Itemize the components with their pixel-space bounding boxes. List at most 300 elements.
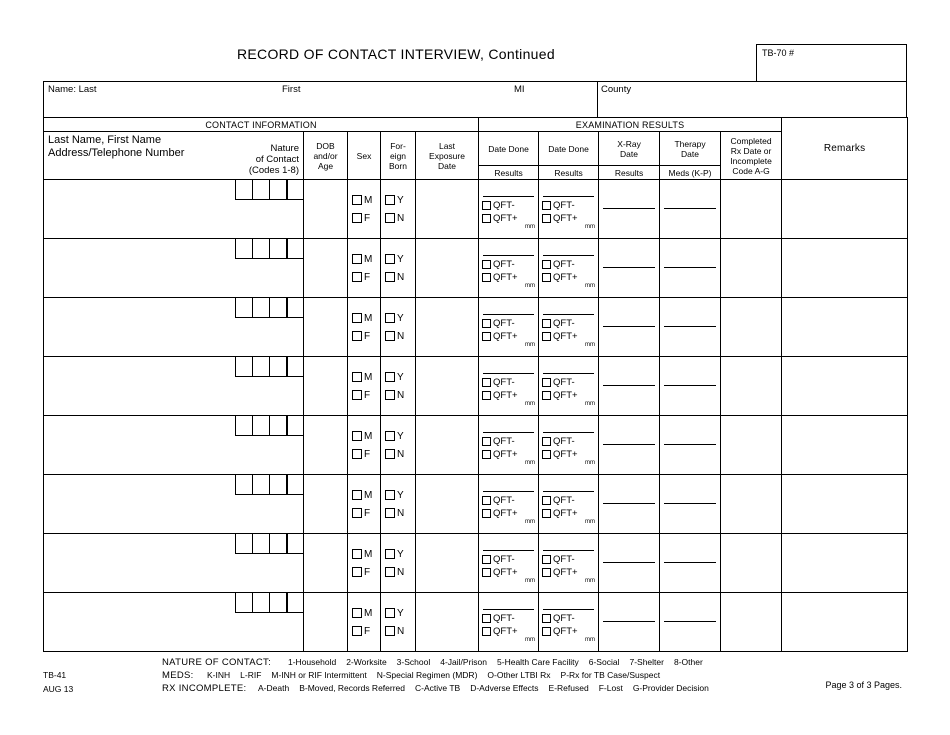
table-row <box>44 357 908 416</box>
date-done-line[interactable] <box>543 373 594 374</box>
checkbox-box-icon <box>385 313 395 323</box>
therapy-line <box>664 562 716 563</box>
date-done-line[interactable] <box>543 609 594 610</box>
xray-date-cell[interactable] <box>599 180 660 239</box>
qft-neg-checkbox[interactable] <box>542 554 575 565</box>
completed-rx-cell[interactable] <box>721 416 782 475</box>
completed-rx-cell[interactable] <box>721 357 782 416</box>
exam-result-2[interactable] <box>539 357 599 416</box>
checkbox-box-icon <box>385 272 395 282</box>
completed-rx-cell[interactable] <box>721 534 782 593</box>
qft-neg-label: QFT- <box>553 200 575 211</box>
contact-name-address-cell[interactable] <box>44 416 304 475</box>
qft-pos-checkbox[interactable] <box>542 508 578 519</box>
date-done-line[interactable] <box>483 432 534 433</box>
table-row <box>44 534 908 593</box>
exam-result-2[interactable] <box>539 593 599 652</box>
date-done-line[interactable] <box>543 550 594 551</box>
qft-neg-checkbox[interactable] <box>542 377 575 388</box>
completed-rx-header <box>721 132 782 180</box>
checkbox-box-icon <box>352 313 362 323</box>
mm-unit: mm <box>585 578 596 584</box>
sex-male-checkbox[interactable] <box>352 608 372 619</box>
legend-rx <box>162 682 719 695</box>
exposure-date-cell[interactable] <box>416 239 479 298</box>
sex-female-checkbox[interactable] <box>352 213 370 224</box>
qft-neg-checkbox[interactable] <box>542 495 575 506</box>
exam-result-2[interactable] <box>539 239 599 298</box>
foreign-no-checkbox[interactable] <box>385 272 404 283</box>
qft-pos-checkbox[interactable] <box>482 213 518 224</box>
mm-unit: mm <box>525 224 536 230</box>
exam-result-1[interactable] <box>479 239 539 298</box>
sex-female-checkbox[interactable] <box>352 272 370 283</box>
checkbox-box-icon <box>352 195 362 205</box>
checkbox-box-icon <box>482 614 491 623</box>
nature-code-boxes[interactable] <box>235 416 303 436</box>
exam-result-1[interactable] <box>479 357 539 416</box>
sex-male-checkbox[interactable] <box>352 549 372 560</box>
qft-neg-checkbox[interactable] <box>542 436 575 447</box>
sex-male-label: M <box>364 548 373 560</box>
nature-item: 4-Jail/Prison <box>440 657 488 667</box>
exam-result-2[interactable] <box>539 475 599 534</box>
qft-pos-checkbox[interactable] <box>542 213 578 224</box>
remarks-cell[interactable] <box>782 357 908 416</box>
qft-pos-checkbox[interactable] <box>482 390 518 401</box>
results-3-header: Results <box>599 166 660 180</box>
qft-neg-label: QFT- <box>493 377 515 388</box>
name-first-field[interactable]: First <box>282 84 301 95</box>
foreign-yes-label: Y <box>397 253 404 265</box>
sex-male-label: M <box>364 607 373 619</box>
exposure-date-cell[interactable] <box>416 534 479 593</box>
foreign-no-checkbox[interactable] <box>385 626 404 637</box>
exam-result-2[interactable] <box>539 298 599 357</box>
dob-cell[interactable] <box>304 357 348 416</box>
remarks-cell[interactable] <box>782 180 908 239</box>
checkbox-box-icon <box>482 273 491 282</box>
xray-date-cell[interactable] <box>599 298 660 357</box>
foreign-yes-label: Y <box>397 489 404 501</box>
contact-name-address-cell[interactable] <box>44 239 304 298</box>
exposure-header-line1: Last <box>438 140 456 151</box>
checkbox-box-icon <box>482 509 491 518</box>
mm-unit: mm <box>585 519 596 525</box>
nature-code-boxes[interactable] <box>235 475 303 495</box>
foreign-yes-checkbox[interactable] <box>385 254 404 265</box>
qft-pos-label: QFT+ <box>553 390 578 401</box>
qft-neg-label: QFT- <box>493 200 515 211</box>
qft-pos-label: QFT+ <box>553 449 578 460</box>
date-done-1-header: Date Done <box>479 132 539 166</box>
qft-pos-checkbox[interactable] <box>542 390 578 401</box>
exam-results-header: EXAMINATION RESULTS <box>479 118 782 132</box>
checkbox-box-icon <box>352 372 362 382</box>
completed-rx-cell[interactable] <box>721 180 782 239</box>
dob-cell[interactable] <box>304 239 348 298</box>
xray-line <box>603 208 655 209</box>
nature-item: 5-Health Care Facility <box>497 657 579 667</box>
nature-label: NATURE OF CONTACT: <box>162 657 272 668</box>
dob-cell[interactable] <box>304 593 348 652</box>
sex-male-checkbox[interactable] <box>352 490 372 501</box>
nature-code-boxes[interactable] <box>235 593 303 613</box>
therapy-date-cell[interactable] <box>660 298 721 357</box>
foreign-yes-checkbox[interactable] <box>385 195 404 206</box>
exam-result-1[interactable] <box>479 593 539 652</box>
nature-item: 7-Shelter <box>629 657 664 667</box>
nature-item: 1-Household <box>288 657 337 667</box>
exposure-header-line3: Date <box>438 160 456 171</box>
foreign-no-checkbox[interactable] <box>385 390 404 401</box>
exam-result-1[interactable] <box>479 180 539 239</box>
dob-cell[interactable] <box>304 475 348 534</box>
rx-item: F-Lost <box>598 683 623 693</box>
checkbox-box-icon <box>542 332 551 341</box>
dob-cell[interactable] <box>304 298 348 357</box>
foreign-yes-checkbox[interactable] <box>385 490 404 501</box>
xray-date-cell[interactable] <box>599 593 660 652</box>
rx-item: A-Death <box>258 683 290 693</box>
foreign-no-checkbox[interactable] <box>385 449 404 460</box>
foreign-yes-checkbox[interactable] <box>385 372 404 383</box>
exam-result-1[interactable] <box>479 534 539 593</box>
qft-pos-label: QFT+ <box>553 567 578 578</box>
date-done-line[interactable] <box>483 491 534 492</box>
mm-unit: mm <box>585 224 596 230</box>
nature-code-boxes[interactable] <box>235 357 303 377</box>
completed-rx-cell[interactable] <box>721 475 782 534</box>
therapy-date-cell[interactable] <box>660 357 721 416</box>
sex-female-checkbox[interactable] <box>352 449 370 460</box>
qft-pos-checkbox[interactable] <box>542 449 578 460</box>
qft-neg-checkbox[interactable] <box>482 554 515 565</box>
therapy-date-cell[interactable] <box>660 475 721 534</box>
xray-date-cell[interactable] <box>599 416 660 475</box>
foreign-born-cell <box>381 475 416 534</box>
exposure-date-cell[interactable] <box>416 180 479 239</box>
qft-neg-checkbox[interactable] <box>482 495 515 506</box>
mm-unit: mm <box>525 578 536 584</box>
qft-neg-checkbox[interactable] <box>482 377 515 388</box>
checkbox-box-icon <box>542 391 551 400</box>
qft-neg-checkbox[interactable] <box>482 200 515 211</box>
qft-neg-label: QFT- <box>553 377 575 388</box>
sex-male-label: M <box>364 253 373 265</box>
date-done-line[interactable] <box>483 609 534 610</box>
qft-pos-checkbox[interactable] <box>542 272 578 283</box>
foreign-header-line1: For- <box>390 140 406 151</box>
contact-name-address-cell[interactable] <box>44 298 304 357</box>
table-row <box>44 180 908 239</box>
checkbox-box-icon <box>542 614 551 623</box>
therapy-line <box>664 267 716 268</box>
nature-items <box>288 657 713 667</box>
mm-unit: mm <box>585 283 596 289</box>
exposure-date-cell[interactable] <box>416 298 479 357</box>
dob-header-line2: and/or <box>313 150 338 161</box>
qft-pos-checkbox[interactable] <box>482 626 518 637</box>
nature-code-boxes[interactable] <box>235 534 303 554</box>
qft-pos-checkbox[interactable] <box>482 272 518 283</box>
nature-code-boxes[interactable] <box>235 298 303 318</box>
exam-result-1[interactable] <box>479 475 539 534</box>
checkbox-box-icon <box>482 332 491 341</box>
page-info: Page 3 of 3 Pages. <box>825 680 902 690</box>
rx-label: RX INCOMPLETE: <box>162 683 247 694</box>
qft-pos-label: QFT+ <box>553 272 578 283</box>
qft-pos-label: QFT+ <box>493 449 518 460</box>
qft-neg-checkbox[interactable] <box>542 613 575 624</box>
checkbox-box-icon <box>542 450 551 459</box>
qft-neg-checkbox[interactable] <box>482 318 515 329</box>
sex-female-checkbox[interactable] <box>352 508 370 519</box>
sex-male-checkbox[interactable] <box>352 372 372 383</box>
rx-item: G-Provider Decision <box>632 683 709 693</box>
contact-name-address-cell[interactable] <box>44 475 304 534</box>
exam-result-1[interactable] <box>479 416 539 475</box>
nature-header-line2: of Contact <box>255 154 299 165</box>
results-2-header: Results <box>539 166 599 180</box>
remarks-cell[interactable] <box>782 239 908 298</box>
qft-pos-checkbox[interactable] <box>542 331 578 342</box>
checkbox-box-icon <box>352 608 362 618</box>
checkbox-box-icon <box>385 372 395 382</box>
foreign-no-checkbox[interactable] <box>385 567 404 578</box>
dob-cell[interactable] <box>304 534 348 593</box>
completed-rx-cell[interactable] <box>721 593 782 652</box>
qft-neg-checkbox[interactable] <box>482 436 515 447</box>
remarks-cell[interactable] <box>782 416 908 475</box>
foreign-yes-label: Y <box>397 430 404 442</box>
exam-result-2[interactable] <box>539 180 599 239</box>
dob-cell[interactable] <box>304 416 348 475</box>
exam-result-2[interactable] <box>539 534 599 593</box>
foreign-yes-checkbox[interactable] <box>385 608 404 619</box>
sex-male-label: M <box>364 371 373 383</box>
mm-unit: mm <box>525 401 536 407</box>
therapy-line <box>664 621 716 622</box>
date-done-line[interactable] <box>483 196 534 197</box>
nature-code-boxes[interactable] <box>235 180 303 200</box>
dob-cell[interactable] <box>304 180 348 239</box>
xray-date-cell[interactable] <box>599 475 660 534</box>
sex-cell <box>348 534 381 593</box>
checkbox-box-icon <box>542 437 551 446</box>
qft-pos-checkbox[interactable] <box>482 449 518 460</box>
therapy-line <box>664 208 716 209</box>
nature-code-boxes[interactable] <box>235 239 303 259</box>
meds-item: N-Special Regimen (MDR) <box>376 670 478 680</box>
qft-pos-checkbox[interactable] <box>542 626 578 637</box>
therapy-line <box>664 444 716 445</box>
date-done-line[interactable] <box>483 255 534 256</box>
tb70-number-field[interactable] <box>756 44 907 82</box>
checkbox-box-icon <box>385 390 395 400</box>
checkbox-box-icon <box>482 391 491 400</box>
name-mi-field[interactable]: MI <box>514 84 525 95</box>
county-field[interactable]: County <box>601 84 632 95</box>
checkbox-box-icon <box>482 496 491 505</box>
checkbox-box-icon <box>352 549 362 559</box>
xray-date-cell[interactable] <box>599 357 660 416</box>
exposure-date-cell[interactable] <box>416 416 479 475</box>
checkbox-box-icon <box>385 449 395 459</box>
xray-line <box>603 503 655 504</box>
county-divider <box>597 82 598 117</box>
qft-pos-checkbox[interactable] <box>482 331 518 342</box>
mm-unit: mm <box>525 637 536 643</box>
checkbox-box-icon <box>385 213 395 223</box>
section-header-row <box>44 118 908 132</box>
sex-cell <box>348 298 381 357</box>
checkbox-box-icon <box>542 568 551 577</box>
qft-neg-label: QFT- <box>493 613 515 624</box>
foreign-born-header <box>381 132 416 180</box>
exam-result-2[interactable] <box>539 416 599 475</box>
table-row <box>44 416 908 475</box>
therapy-date-cell[interactable] <box>660 534 721 593</box>
meds-item: K-INH <box>207 670 231 680</box>
completed-rx-cell[interactable] <box>721 239 782 298</box>
sex-female-checkbox[interactable] <box>352 626 370 637</box>
qft-neg-checkbox[interactable] <box>482 259 515 270</box>
therapy-date-cell[interactable] <box>660 180 721 239</box>
checkbox-box-icon <box>352 331 362 341</box>
sex-male-checkbox[interactable] <box>352 431 372 442</box>
sex-female-label: F <box>364 271 371 283</box>
sex-male-checkbox[interactable] <box>352 313 372 324</box>
checkbox-box-icon <box>542 378 551 387</box>
date-done-line[interactable] <box>543 432 594 433</box>
checkbox-box-icon <box>352 626 362 636</box>
qft-pos-checkbox[interactable] <box>542 567 578 578</box>
contact-name-address-cell[interactable] <box>44 593 304 652</box>
sex-female-checkbox[interactable] <box>352 390 370 401</box>
therapy-date-cell[interactable] <box>660 239 721 298</box>
date-done-line[interactable] <box>483 550 534 551</box>
sex-female-label: F <box>364 212 371 224</box>
therapy-date-header <box>660 132 721 166</box>
qft-pos-checkbox[interactable] <box>482 567 518 578</box>
foreign-yes-checkbox[interactable] <box>385 313 404 324</box>
contact-name-address-cell[interactable] <box>44 534 304 593</box>
foreign-header-line2: eign <box>389 150 407 161</box>
checkbox-box-icon <box>352 508 362 518</box>
date-done-line[interactable] <box>483 314 534 315</box>
sex-male-checkbox[interactable] <box>352 195 372 206</box>
therapy-date-cell[interactable] <box>660 416 721 475</box>
contact-name-address-cell[interactable] <box>44 357 304 416</box>
checkbox-box-icon <box>385 331 395 341</box>
mm-unit: mm <box>525 460 536 466</box>
foreign-header-line3: Born <box>389 160 407 171</box>
checkbox-box-icon <box>542 496 551 505</box>
xray-date-cell[interactable] <box>599 534 660 593</box>
remarks-cell[interactable] <box>782 534 908 593</box>
mm-unit: mm <box>525 283 536 289</box>
date-done-line[interactable] <box>543 255 594 256</box>
foreign-no-checkbox[interactable] <box>385 213 404 224</box>
xray-line <box>603 444 655 445</box>
remarks-cell[interactable] <box>782 593 908 652</box>
qft-neg-checkbox[interactable] <box>482 613 515 624</box>
checkbox-box-icon <box>542 627 551 636</box>
qft-neg-label: QFT- <box>493 259 515 270</box>
exam-result-1[interactable] <box>479 298 539 357</box>
qft-neg-checkbox[interactable] <box>542 318 575 329</box>
table-row <box>44 298 908 357</box>
column-header-row <box>44 132 908 166</box>
exposure-date-cell[interactable] <box>416 357 479 416</box>
qft-neg-label: QFT- <box>553 554 575 565</box>
sex-female-checkbox[interactable] <box>352 331 370 342</box>
checkbox-box-icon <box>385 431 395 441</box>
foreign-no-checkbox[interactable] <box>385 508 404 519</box>
rx-items <box>258 683 719 693</box>
checkbox-box-icon <box>352 390 362 400</box>
nature-item: 8-Other <box>673 657 703 667</box>
date-done-line[interactable] <box>543 196 594 197</box>
sex-female-checkbox[interactable] <box>352 567 370 578</box>
remarks-cell[interactable] <box>782 298 908 357</box>
table-row <box>44 475 908 534</box>
completed-header-line1: Completed <box>730 135 772 146</box>
completed-rx-cell[interactable] <box>721 298 782 357</box>
foreign-yes-checkbox[interactable] <box>385 549 404 560</box>
nature-item: 2-Worksite <box>346 657 387 667</box>
rx-item: C-Active TB <box>415 683 461 693</box>
date-done-line[interactable] <box>543 491 594 492</box>
checkbox-box-icon <box>385 490 395 500</box>
meds-item: L-RIF <box>240 670 262 680</box>
qft-neg-checkbox[interactable] <box>542 259 575 270</box>
foreign-born-cell <box>381 593 416 652</box>
meds-header: Meds (K-P) <box>660 166 721 180</box>
qft-neg-checkbox[interactable] <box>542 200 575 211</box>
checkbox-box-icon <box>385 508 395 518</box>
meds-items <box>207 670 670 680</box>
sex-cell <box>348 357 381 416</box>
nature-header-line3: (Codes 1-8) <box>248 165 299 176</box>
checkbox-box-icon <box>482 319 491 328</box>
remarks-cell[interactable] <box>782 475 908 534</box>
foreign-no-label: N <box>397 507 405 519</box>
xray-date-cell[interactable] <box>599 239 660 298</box>
qft-pos-checkbox[interactable] <box>482 508 518 519</box>
sex-male-checkbox[interactable] <box>352 254 372 265</box>
checkbox-box-icon <box>482 260 491 269</box>
therapy-header-line2: Date <box>681 148 700 159</box>
foreign-no-checkbox[interactable] <box>385 331 404 342</box>
qft-pos-label: QFT+ <box>553 508 578 519</box>
foreign-yes-checkbox[interactable] <box>385 431 404 442</box>
therapy-date-cell[interactable] <box>660 593 721 652</box>
contact-name-address-cell[interactable] <box>44 180 304 239</box>
date-done-line[interactable] <box>483 373 534 374</box>
foreign-no-label: N <box>397 330 405 342</box>
name-last-field[interactable]: Name: Last <box>48 84 97 95</box>
nature-item: 3-School <box>396 657 431 667</box>
qft-neg-label: QFT- <box>553 318 575 329</box>
qft-neg-label: QFT- <box>553 259 575 270</box>
nature-header-line1: Nature <box>270 143 299 154</box>
exposure-date-cell[interactable] <box>416 593 479 652</box>
exposure-date-cell[interactable] <box>416 475 479 534</box>
date-done-line[interactable] <box>543 314 594 315</box>
qft-neg-label: QFT- <box>493 318 515 329</box>
